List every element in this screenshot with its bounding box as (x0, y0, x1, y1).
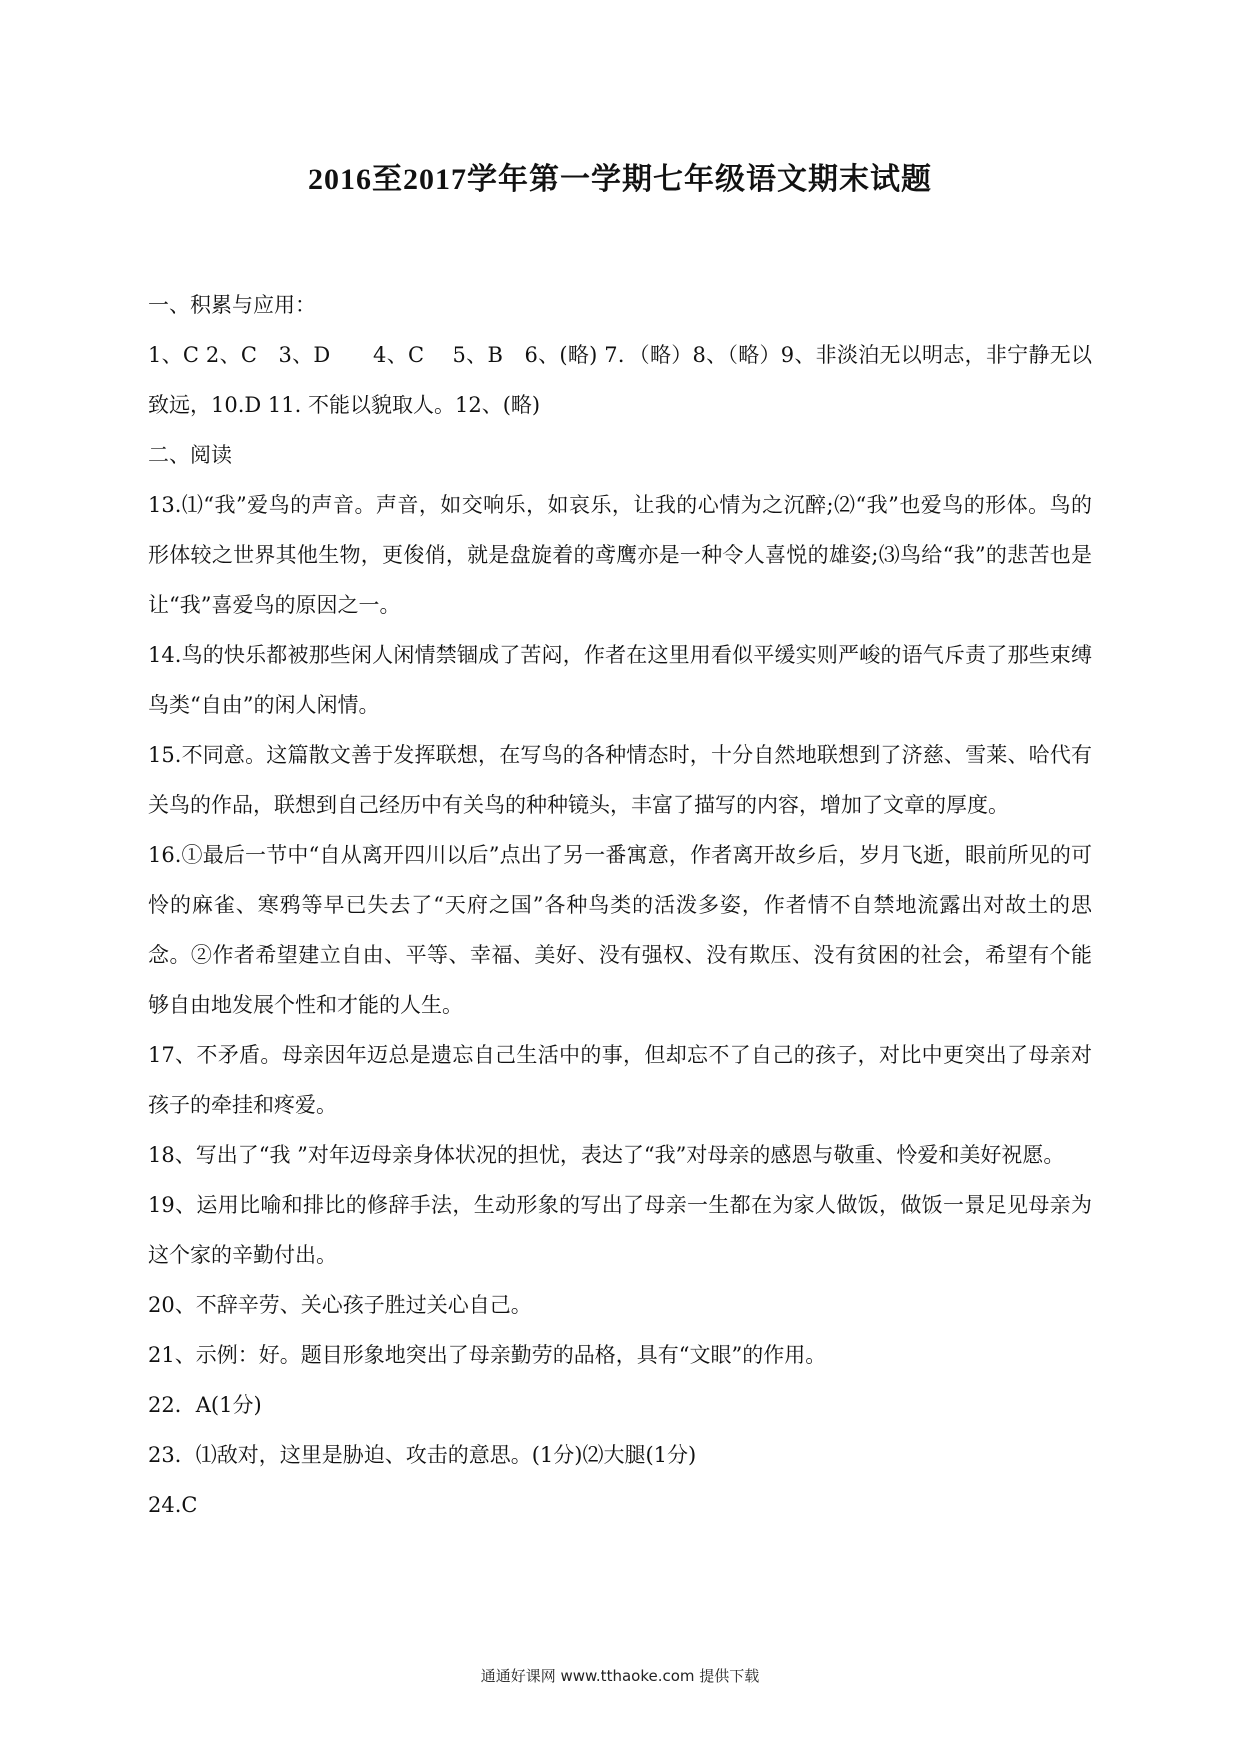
page-title: 2016至2017学年第一学期七年级语文期末试题 (308, 163, 932, 196)
answer-18: 18、写出了“我 ”对年迈母亲身体状况的担忧，表达了“我”对母亲的感恩与敬重、怜爱和美好祝愿。 (148, 1143, 1065, 1167)
answer-16: 16.①最后一节中“自从离开四川以后”点出了另一番寓意，作者离开故乡后，岁月飞逝，眼前所见的可怜的麻雀、寒鸦等早已失去了“天府之国”各种鸟类的活泼多姿，作者情不自禁地流露出对故土的思念。②作者希望建立自由、平等、幸福、美好、没有强权、没有欺压、没有贫困的社会，希望有个能够自由地发展个性和才能的人生。 (148, 843, 1092, 1017)
page-footer: 通通好课网 www.tthaoke.com 提供下载 (480, 1667, 760, 1685)
answer-13: 13.⑴“我”爱鸟的声音。声音，如交响乐，如哀乐，让我的心情为之沉醉;⑵“我”也爱鸟的形体。鸟的形体较之世界其他生物，更俊俏，就是盘旋着的鸢鹰亦是一种令人喜悦的雄姿;⑶鸟给“我”的悲苦也是让“我”喜爱鸟的原因之一。 (148, 493, 1092, 617)
answer-23: 23．⑴敌对，这里是胁迫、攻击的意思。(1分)⑵大腿(1分) (148, 1443, 697, 1467)
answer-22: 22．A(1分) (148, 1393, 262, 1417)
answer-17: 17、不矛盾。母亲因年迈总是遗忘自己生活中的事，但却忘不了自己的孩子，对比中更突出了母亲对孩子的牵挂和疼爱。 (148, 1043, 1092, 1117)
answer-19: 19、运用比喻和排比的修辞手法，生动形象的写出了母亲一生都在为家人做饭，做饭一景足见母亲为这个家的辛勤付出。 (148, 1193, 1092, 1267)
answer-14: 14.鸟的快乐都被那些闲人闲情禁锢成了苦闷，作者在这里用看似平缓实则严峻的语气斥责了那些束缚鸟类“自由”的闲人闲情。 (148, 643, 1092, 717)
answer-15: 15.不同意。这篇散文善于发挥联想，在写鸟的各种情态时，十分自然地联想到了济慈、雪莱、哈代有关鸟的作品，联想到自己经历中有关鸟的种种镜头，丰富了描写的内容，增加了文章的厚度。 (148, 743, 1092, 817)
answer-20: 20、不辞辛劳、关心孩子胜过关心自己。 (148, 1293, 532, 1317)
answers-1-12: 1、C 2、C 3、D 4、C 5、B 6、(略) 7．（略）8、（略）9、非淡泊无以明志，非宁静无以致远，10.D 11. 不能以貌取人。12、(略) (148, 343, 1092, 417)
section-heading-accumulation: 一、积累与应用： (148, 293, 316, 317)
answer-21: 21、示例：好。题目形象地突出了母亲勤劳的品格，具有“文眼”的作用。 (148, 1343, 827, 1367)
section-heading-reading: 二、阅读 (148, 443, 232, 467)
answer-24: 24.C (148, 1493, 198, 1517)
answer-body (148, 280, 1092, 1530)
